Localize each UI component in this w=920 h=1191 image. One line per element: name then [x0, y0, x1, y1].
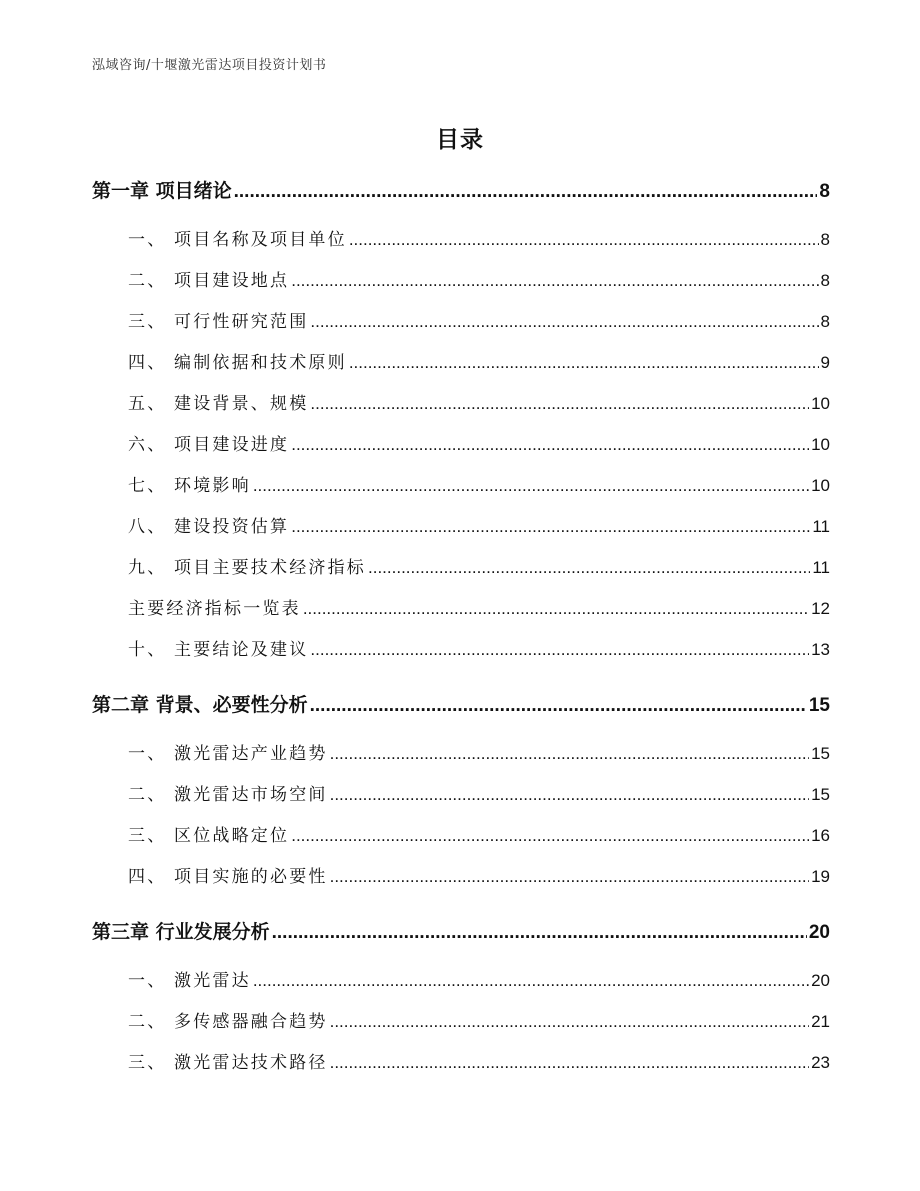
toc-section[interactable]: [92, 739, 830, 780]
toc-leader-dots: [310, 640, 809, 660]
toc-page-number: 20: [811, 971, 830, 990]
toc-page-number: 11: [812, 517, 830, 536]
toc-section[interactable]: [92, 780, 830, 821]
toc-label: 一、 激光雷达: [128, 971, 251, 991]
toc-label: 第一章 项目绪论: [92, 180, 232, 202]
toc-leader-dots: [330, 785, 809, 805]
toc-label: 三、 区位战略定位: [128, 826, 290, 846]
toc-page-number: 8: [820, 230, 830, 249]
toc-chapter-3[interactable]: [92, 917, 830, 958]
toc-page-number: 15: [811, 744, 830, 763]
page-header: 泓域咨询/十堰激光雷达项目投资计划书: [92, 58, 327, 73]
toc-chapter-2[interactable]: [92, 690, 830, 731]
toc-leader-dots: [330, 1053, 809, 1073]
toc-section[interactable]: [92, 471, 830, 512]
toc-label: 九、 项目主要技术经济指标: [128, 558, 367, 578]
toc-leader-dots: [291, 826, 809, 846]
toc-label: 七、 环境影响: [128, 476, 251, 496]
toc-section[interactable]: [92, 307, 830, 348]
toc-leader-dots: [310, 694, 807, 717]
toc-leader-dots: [272, 921, 807, 944]
toc-section[interactable]: [92, 512, 830, 553]
toc-leader-dots: [349, 353, 819, 373]
toc-page-number: 13: [811, 640, 830, 659]
toc-page-number: 12: [811, 599, 830, 618]
toc-page-number: 16: [811, 826, 830, 845]
toc-label: 一、 激光雷达产业趋势: [128, 744, 328, 764]
table-of-contents: [92, 176, 830, 1089]
toc-page-number: 8: [819, 181, 830, 202]
toc-section[interactable]: [92, 821, 830, 862]
toc-section[interactable]: [92, 635, 830, 676]
toc-section[interactable]: [92, 553, 830, 594]
toc-page-number: 21: [811, 1012, 830, 1031]
toc-section[interactable]: [92, 348, 830, 389]
toc-section[interactable]: [92, 966, 830, 1007]
toc-page-number: 8: [820, 312, 830, 331]
toc-leader-dots: [234, 180, 818, 203]
toc-label: 主要经济指标一览表: [128, 599, 301, 619]
toc-leader-dots: [310, 312, 818, 332]
toc-leader-dots: [368, 558, 810, 578]
toc-leader-dots: [303, 599, 809, 619]
toc-page-number: 15: [808, 695, 830, 716]
toc-label: 第三章 行业发展分析: [92, 921, 270, 943]
toc-label: 四、 项目实施的必要性: [128, 867, 328, 887]
toc-label: 八、 建设投资估算: [128, 517, 290, 537]
toc-page-number: 20: [808, 922, 830, 943]
toc-label: 三、 可行性研究范围: [128, 312, 309, 332]
toc-label: 二、 项目建设地点: [128, 271, 290, 291]
toc-label: 五、 建设背景、规模: [128, 394, 309, 414]
toc-section[interactable]: [92, 862, 830, 903]
toc-chapter-1[interactable]: [92, 176, 830, 217]
page-title: 目录: [436, 127, 484, 153]
toc-section[interactable]: [92, 266, 830, 307]
toc-leader-dots: [330, 867, 809, 887]
toc-page-number: 10: [811, 476, 830, 495]
toc-label: 三、 激光雷达技术路径: [128, 1053, 328, 1073]
toc-leader-dots: [291, 271, 818, 291]
toc-leader-dots: [330, 744, 809, 764]
toc-page-number: 15: [811, 785, 830, 804]
toc-section[interactable]: [92, 225, 830, 266]
toc-page-number: 8: [820, 271, 830, 290]
toc-page-number: 10: [811, 435, 830, 454]
toc-page-number: 9: [820, 353, 830, 372]
toc-leader-dots: [349, 230, 819, 250]
toc-section[interactable]: [92, 1048, 830, 1089]
toc-page-number: 10: [811, 394, 830, 413]
toc-label: 六、 项目建设进度: [128, 435, 290, 455]
toc-section[interactable]: [92, 389, 830, 430]
toc-page-number: 23: [811, 1053, 830, 1072]
toc-label: 十、 主要结论及建议: [128, 640, 309, 660]
toc-label: 二、 多传感器融合趋势: [128, 1012, 328, 1032]
toc-label: 四、 编制依据和技术原则: [128, 353, 347, 373]
toc-leader-dots: [291, 435, 809, 455]
toc-section[interactable]: [92, 594, 830, 635]
toc-leader-dots: [310, 394, 809, 414]
toc-label: 一、 项目名称及项目单位: [128, 230, 347, 250]
toc-leader-dots: [291, 517, 810, 537]
toc-leader-dots: [330, 1012, 809, 1032]
toc-label: 二、 激光雷达市场空间: [128, 785, 328, 805]
toc-label: 第二章 背景、必要性分析: [92, 694, 308, 716]
toc-leader-dots: [253, 476, 809, 496]
toc-leader-dots: [253, 971, 809, 991]
toc-section[interactable]: [92, 1007, 830, 1048]
toc-page-number: 19: [811, 867, 830, 886]
toc-page-number: 11: [812, 558, 830, 577]
toc-section[interactable]: [92, 430, 830, 471]
